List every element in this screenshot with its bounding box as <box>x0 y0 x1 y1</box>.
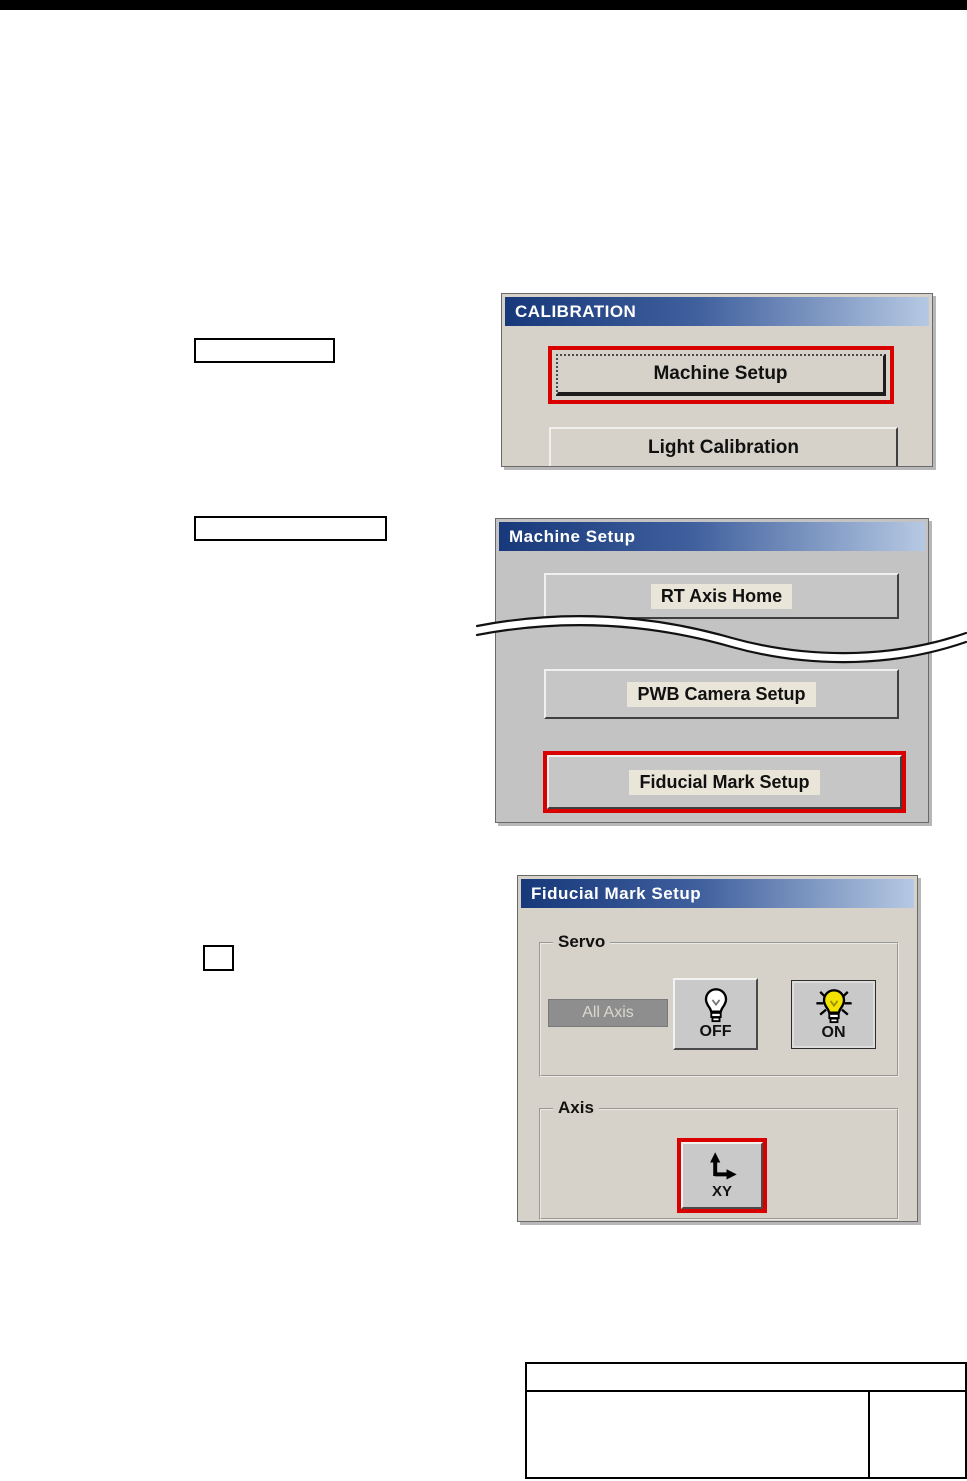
fiducial-mark-setup-button[interactable] <box>547 755 902 809</box>
light-calibration-button[interactable]: Light Calibration <box>549 427 898 467</box>
xy-button[interactable] <box>681 1142 763 1209</box>
servo-on-label: ON <box>821 1023 846 1041</box>
servo-on-button[interactable] <box>791 980 876 1049</box>
fiducial-mark-setup-label: Fiducial Mark Setup <box>629 770 819 795</box>
footer-table <box>525 1362 967 1479</box>
bulb-on-icon <box>816 988 852 1028</box>
axis-group <box>539 1098 899 1220</box>
machine-setup-highlight-box <box>548 346 894 404</box>
machine-setup-panel-title: Machine Setup <box>509 527 636 546</box>
footer-table-header-divider <box>527 1390 965 1392</box>
axis-group-label: Axis <box>553 1098 599 1118</box>
footer-table-column-divider <box>868 1392 870 1477</box>
fiducial-panel-titlebar <box>521 879 914 908</box>
callout-box-step1 <box>194 338 335 363</box>
xy-highlight-box <box>677 1138 767 1213</box>
all-axis-label: All Axis <box>548 999 668 1027</box>
servo-off-button[interactable] <box>673 978 758 1050</box>
machine-setup-panel-titlebar <box>499 522 925 551</box>
servo-off-label: OFF <box>699 1023 732 1040</box>
xy-label: XY <box>711 1183 732 1200</box>
fiducial-mark-setup-highlight-box <box>543 751 906 813</box>
machine-setup-button[interactable]: Machine Setup <box>556 354 886 396</box>
calibration-panel-titlebar <box>505 297 929 326</box>
document-header-band <box>0 0 967 10</box>
fiducial-mark-setup-panel <box>517 875 918 1222</box>
callout-box-step3 <box>203 945 234 971</box>
bulb-off-icon <box>699 987 733 1027</box>
callout-box-step2 <box>194 516 387 541</box>
servo-group-label: Servo <box>553 932 610 952</box>
calibration-panel <box>501 293 933 467</box>
calibration-panel-title: CALIBRATION <box>515 302 637 321</box>
xy-axes-icon <box>705 1151 739 1183</box>
pwb-camera-setup-label: PWB Camera Setup <box>627 682 815 707</box>
fiducial-panel-title: Fiducial Mark Setup <box>531 884 702 903</box>
rt-axis-home-label: RT Axis Home <box>651 584 792 609</box>
servo-group <box>539 932 899 1077</box>
content-omitted-wave <box>458 593 967 688</box>
